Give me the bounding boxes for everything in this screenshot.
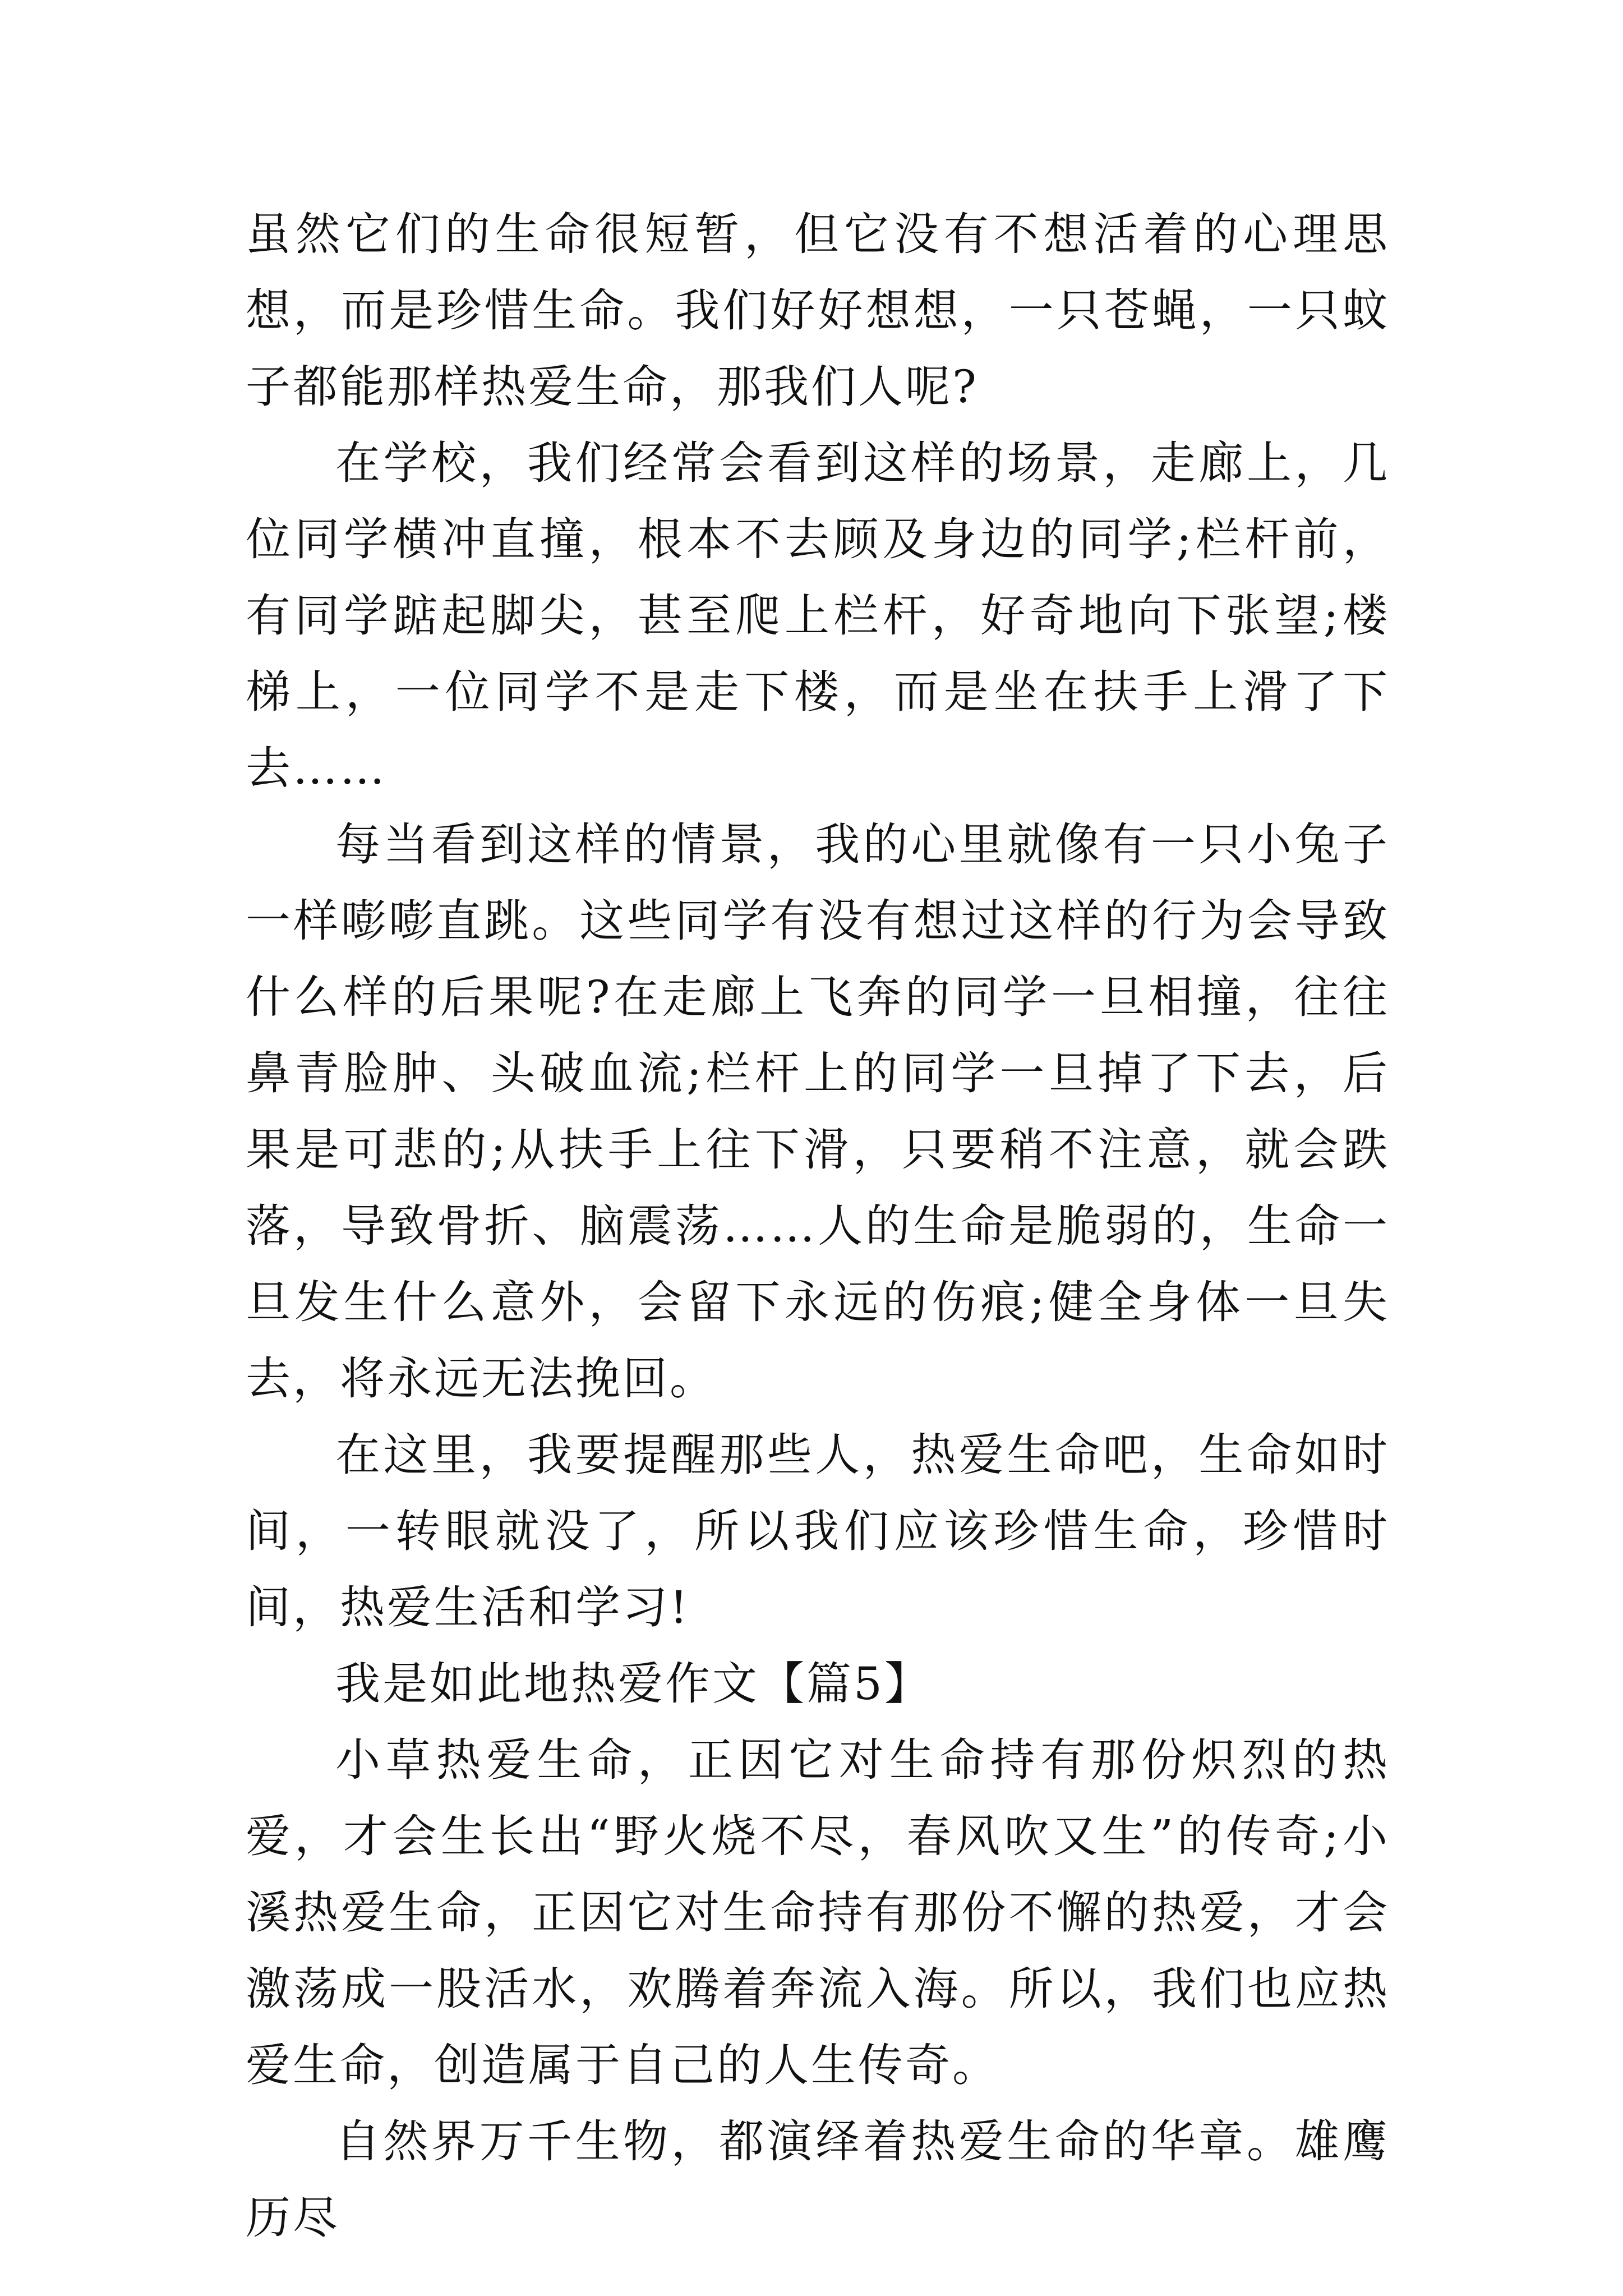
paragraph-5: 小草热爱生命，正因它对生命持有那份炽烈的热爱，才会生长出“野火烧不尽，春风吹又生”的传奇;小溪热爱生命，正因它对生命持有那份不懈的热爱，才会激荡成一股活水，欢腾着奔流入海。所以，我们也应热爱生命，创造属于自己的人生传奇。 bbox=[246, 1734, 1390, 2091]
section-heading: 我是如此地热爱作文【篇5】 bbox=[335, 1658, 932, 1710]
paragraph-4: 在这里，我要提醒那些人，热爱生命吧，生命如时间，一转眼就没了，所以我们应该珍惜生命，珍惜时间，热爱生活和学习! bbox=[246, 1429, 1390, 1634]
document-body bbox=[246, 196, 1390, 2256]
paragraph-6: 自然界万千生物，都演绎着热爱生命的华章。雄鹰历尽 bbox=[246, 2115, 1390, 2244]
paragraph-2: 在学校，我们经常会看到这样的场景，走廊上，几位同学横冲直撞，根本不去顾及身边的同学;栏杆前，有同学踮起脚尖，甚至爬上栏杆，好奇地向下张望;楼梯上，一位同学不是走下楼，而是坐在扶手上滑了下去…… bbox=[246, 437, 1390, 794]
paragraph-3: 每当看到这样的情景，我的心里就像有一只小兔子一样嘭嘭直跳。这些同学有没有想过这样的行为会导致什么样的后果呢?在走廊上飞奔的同学一旦相撞，往往鼻青脸肿、头破血流;栏杆上的同学一旦掉了下去，后果是可悲的;从扶手上往下滑，只要稍不注意，就会跌落，导致骨折、脑震荡……人的生命是脆弱的，生命一旦发生什么意外，会留下永远的伤痕;健全身体一旦失去，将永远无法挽回。 bbox=[246, 818, 1390, 1405]
paragraph-1: 虽然它们的生命很短暂，但它没有不想活着的心理思想，而是珍惜生命。我们好好想想，一只苍蝇，一只蚊子都能那样热爱生命，那我们人呢? bbox=[246, 208, 1390, 413]
